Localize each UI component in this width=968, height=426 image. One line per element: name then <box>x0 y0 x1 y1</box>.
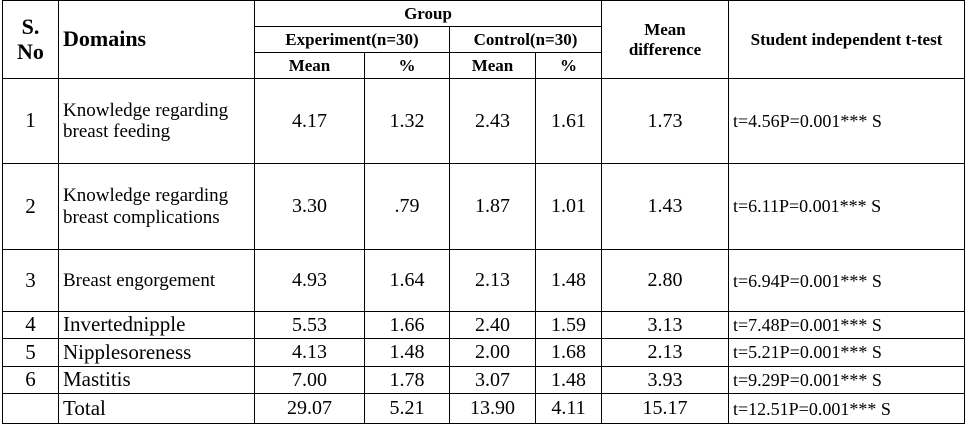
header-t-test: Student independent t-test <box>729 1 965 79</box>
header-exp-mean: Mean <box>255 53 365 79</box>
table-row <box>3 366 965 394</box>
row-sno: 3 <box>3 250 59 311</box>
row-exp-mean: 4.17 <box>255 79 365 164</box>
row-sno: 2 <box>3 163 59 250</box>
row-exp-mean: 4.93 <box>255 250 365 311</box>
row-mean-difference: 1.43 <box>602 163 729 250</box>
row-t-test: t=5.21P=0.001*** S <box>729 339 965 367</box>
total-row <box>3 394 965 424</box>
row-ctl-mean: 1.87 <box>450 163 536 250</box>
row-ctl-percent: 1.59 <box>536 311 602 339</box>
row-mean-difference: 1.73 <box>602 79 729 164</box>
row-exp-percent: 1.66 <box>365 311 450 339</box>
table-row <box>3 250 965 311</box>
total-ctl-percent: 4.11 <box>536 394 602 424</box>
row-mean-difference: 3.13 <box>602 311 729 339</box>
total-sno <box>3 394 59 424</box>
row-t-test: t=4.56P=0.001*** S <box>729 79 965 164</box>
row-ctl-percent: 1.48 <box>536 366 602 394</box>
header-ctl-percent: % <box>536 53 602 79</box>
header-mean-difference: Mean difference <box>602 1 729 79</box>
row-ctl-mean: 2.00 <box>450 339 536 367</box>
row-exp-percent: 1.64 <box>365 250 450 311</box>
total-label: Total <box>59 394 255 424</box>
header-control: Control(n=30) <box>450 27 602 53</box>
row-t-test: t=6.11P=0.001*** S <box>729 163 965 250</box>
header-group: Group <box>255 1 602 27</box>
header-exp-percent: % <box>365 53 450 79</box>
row-mean-difference: 2.80 <box>602 250 729 311</box>
row-t-test: t=7.48P=0.001*** S <box>729 311 965 339</box>
total-exp-mean: 29.07 <box>255 394 365 424</box>
table-row <box>3 311 965 339</box>
total-mean-difference: 15.17 <box>602 394 729 424</box>
row-exp-percent: 1.78 <box>365 366 450 394</box>
row-ctl-mean: 2.40 <box>450 311 536 339</box>
row-ctl-percent: 1.68 <box>536 339 602 367</box>
row-ctl-percent: 1.61 <box>536 79 602 164</box>
row-domain: Breast engorgement <box>59 250 255 311</box>
row-exp-percent: 1.48 <box>365 339 450 367</box>
total-exp-percent: 5.21 <box>365 394 450 424</box>
row-ctl-mean: 2.43 <box>450 79 536 164</box>
total-t-test: t=12.51P=0.001*** S <box>729 394 965 424</box>
table-row <box>3 79 965 164</box>
header-domains: Domains <box>59 1 255 79</box>
results-table <box>2 0 965 424</box>
row-domain: Mastitis <box>59 366 255 394</box>
row-exp-percent: 1.32 <box>365 79 450 164</box>
table-row <box>3 163 965 250</box>
total-ctl-mean: 13.90 <box>450 394 536 424</box>
row-ctl-mean: 2.13 <box>450 250 536 311</box>
row-domain: Knowledge regarding breast complications <box>59 163 255 250</box>
header-experiment: Experiment(n=30) <box>255 27 450 53</box>
header-ctl-mean: Mean <box>450 53 536 79</box>
row-mean-difference: 3.93 <box>602 366 729 394</box>
row-ctl-mean: 3.07 <box>450 366 536 394</box>
header-sno: S. No <box>3 1 59 79</box>
table-row <box>3 339 965 367</box>
row-exp-mean: 3.30 <box>255 163 365 250</box>
row-exp-mean: 7.00 <box>255 366 365 394</box>
row-sno: 6 <box>3 366 59 394</box>
row-mean-difference: 2.13 <box>602 339 729 367</box>
row-t-test: t=6.94P=0.001*** S <box>729 250 965 311</box>
row-sno: 1 <box>3 79 59 164</box>
row-ctl-percent: 1.01 <box>536 163 602 250</box>
row-exp-mean: 4.13 <box>255 339 365 367</box>
row-domain: Invertednipple <box>59 311 255 339</box>
row-sno: 5 <box>3 339 59 367</box>
row-t-test: t=9.29P=0.001*** S <box>729 366 965 394</box>
row-exp-mean: 5.53 <box>255 311 365 339</box>
row-domain: Nipplesoreness <box>59 339 255 367</box>
row-sno: 4 <box>3 311 59 339</box>
row-domain: Knowledge regarding breast feeding <box>59 79 255 164</box>
row-exp-percent: .79 <box>365 163 450 250</box>
row-ctl-percent: 1.48 <box>536 250 602 311</box>
